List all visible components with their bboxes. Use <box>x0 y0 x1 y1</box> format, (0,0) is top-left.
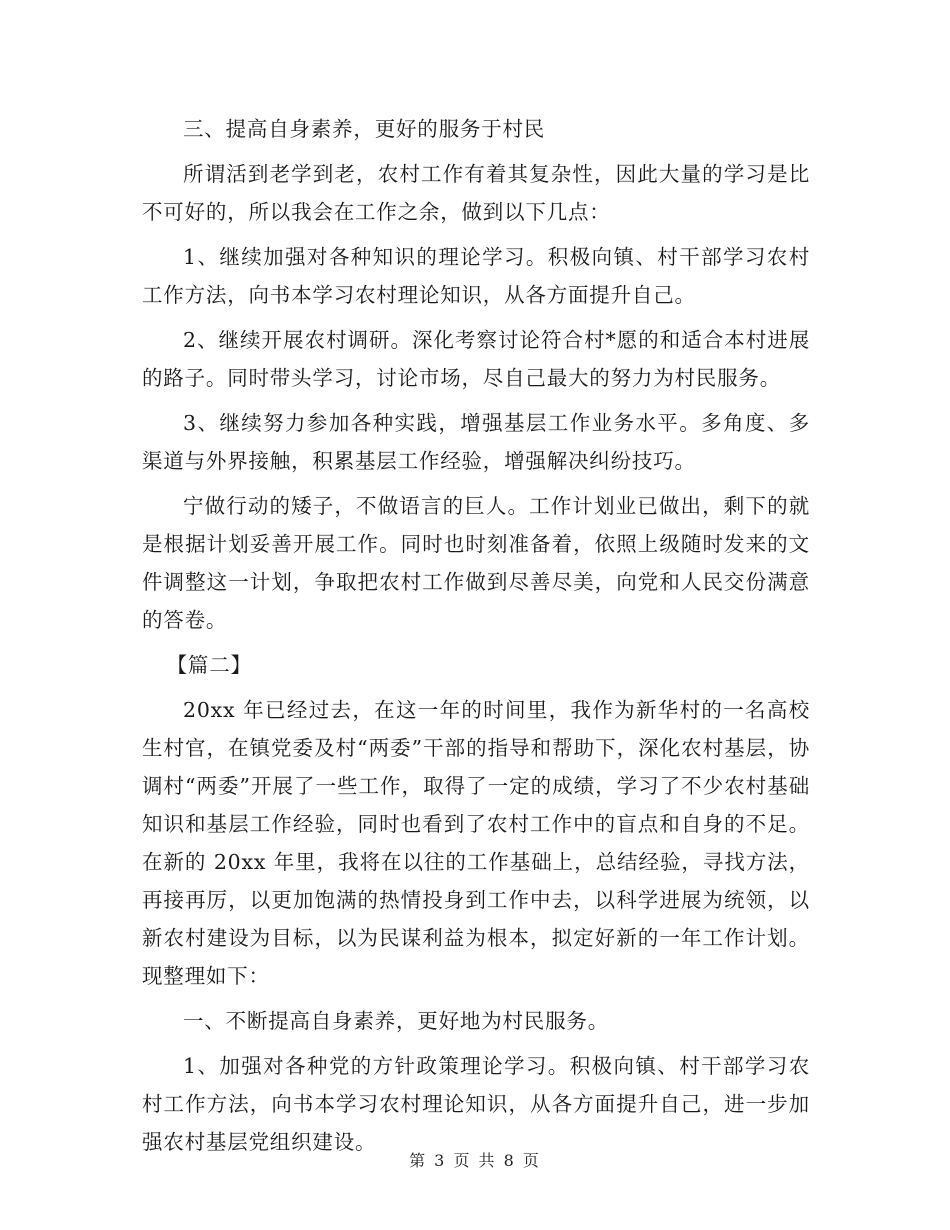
paragraph-conclusion: 宁做行动的矮子，不做语言的巨人。工作计划业已做出，剩下的就是根据计划妥善开展工作。同时也时刻准备着，依照上级随时发来的文件调整这一计划，争取把农村工作做到尽善尽美，向党和人民交份满意的答卷。 <box>142 494 810 632</box>
section-mark-part-two: 【篇二】 <box>166 653 252 677</box>
list-item-1-policy-study: 1、加强对各种党的方针政策理论学习。积极向镇、村干部学习农村工作方法，向书本学习农村理论知识，从各方面提升自己，进一步加强农村基层党组织建设。 <box>142 1054 810 1154</box>
document-body <box>142 110 810 1168</box>
page-number-footer: 第 3 页 共 8 页 <box>409 1151 541 1170</box>
section-heading-raise-quality: 一、不断提高自身素养，更好地为村民服务。 <box>183 1009 609 1033</box>
paragraph-intro-learning: 所谓活到老学到老，农村工作有着其复杂性，因此大量的学习是比不可好的，所以我会在工作之余，做到以下几点： <box>142 162 810 224</box>
list-item-2-rural-research: 2、继续开展农村调研。深化考察讨论符合村*愿的和适合本村进展的路子。同时带头学习，讨论市场，尽自己最大的努力为村民服务。 <box>142 328 810 390</box>
paragraph-part-two-intro: 20xx 年已经过去，在这一年的时间里，我作为新华村的一名高校生村官，在镇党委及村“两委”干部的指导和帮助下，深化农村基层，协调村“两委”开展了一些工作，取得了一定的成绩，学习了不少农村基础知识和基层工作经验，同时也看到了农村工作中的盲点和自身的不足。在新的 20xx 年里，我将在以往的工作基础上，总结经验，寻找方法，再接再厉，以更加饱满的热情投身到工作中去，以科学进展为统领，以新农村建设为目标，以为民谋利益为根本，拟定好新的一年工作计划。现整理如下： <box>142 698 810 988</box>
list-item-3-practice: 3、继续努力参加各种实践，增强基层工作业务水平。多角度、多渠道与外界接触，积累基层工作经验，增强解决纠纷技巧。 <box>142 411 810 473</box>
section-heading-improve-quality: 三、提高自身素养，更好的服务于村民 <box>183 117 546 141</box>
list-item-1-theory-study: 1、继续加强对各种知识的理论学习。积极向镇、村干部学习农村工作方法，向书本学习农村理论知识，从各方面提升自己。 <box>142 245 810 307</box>
